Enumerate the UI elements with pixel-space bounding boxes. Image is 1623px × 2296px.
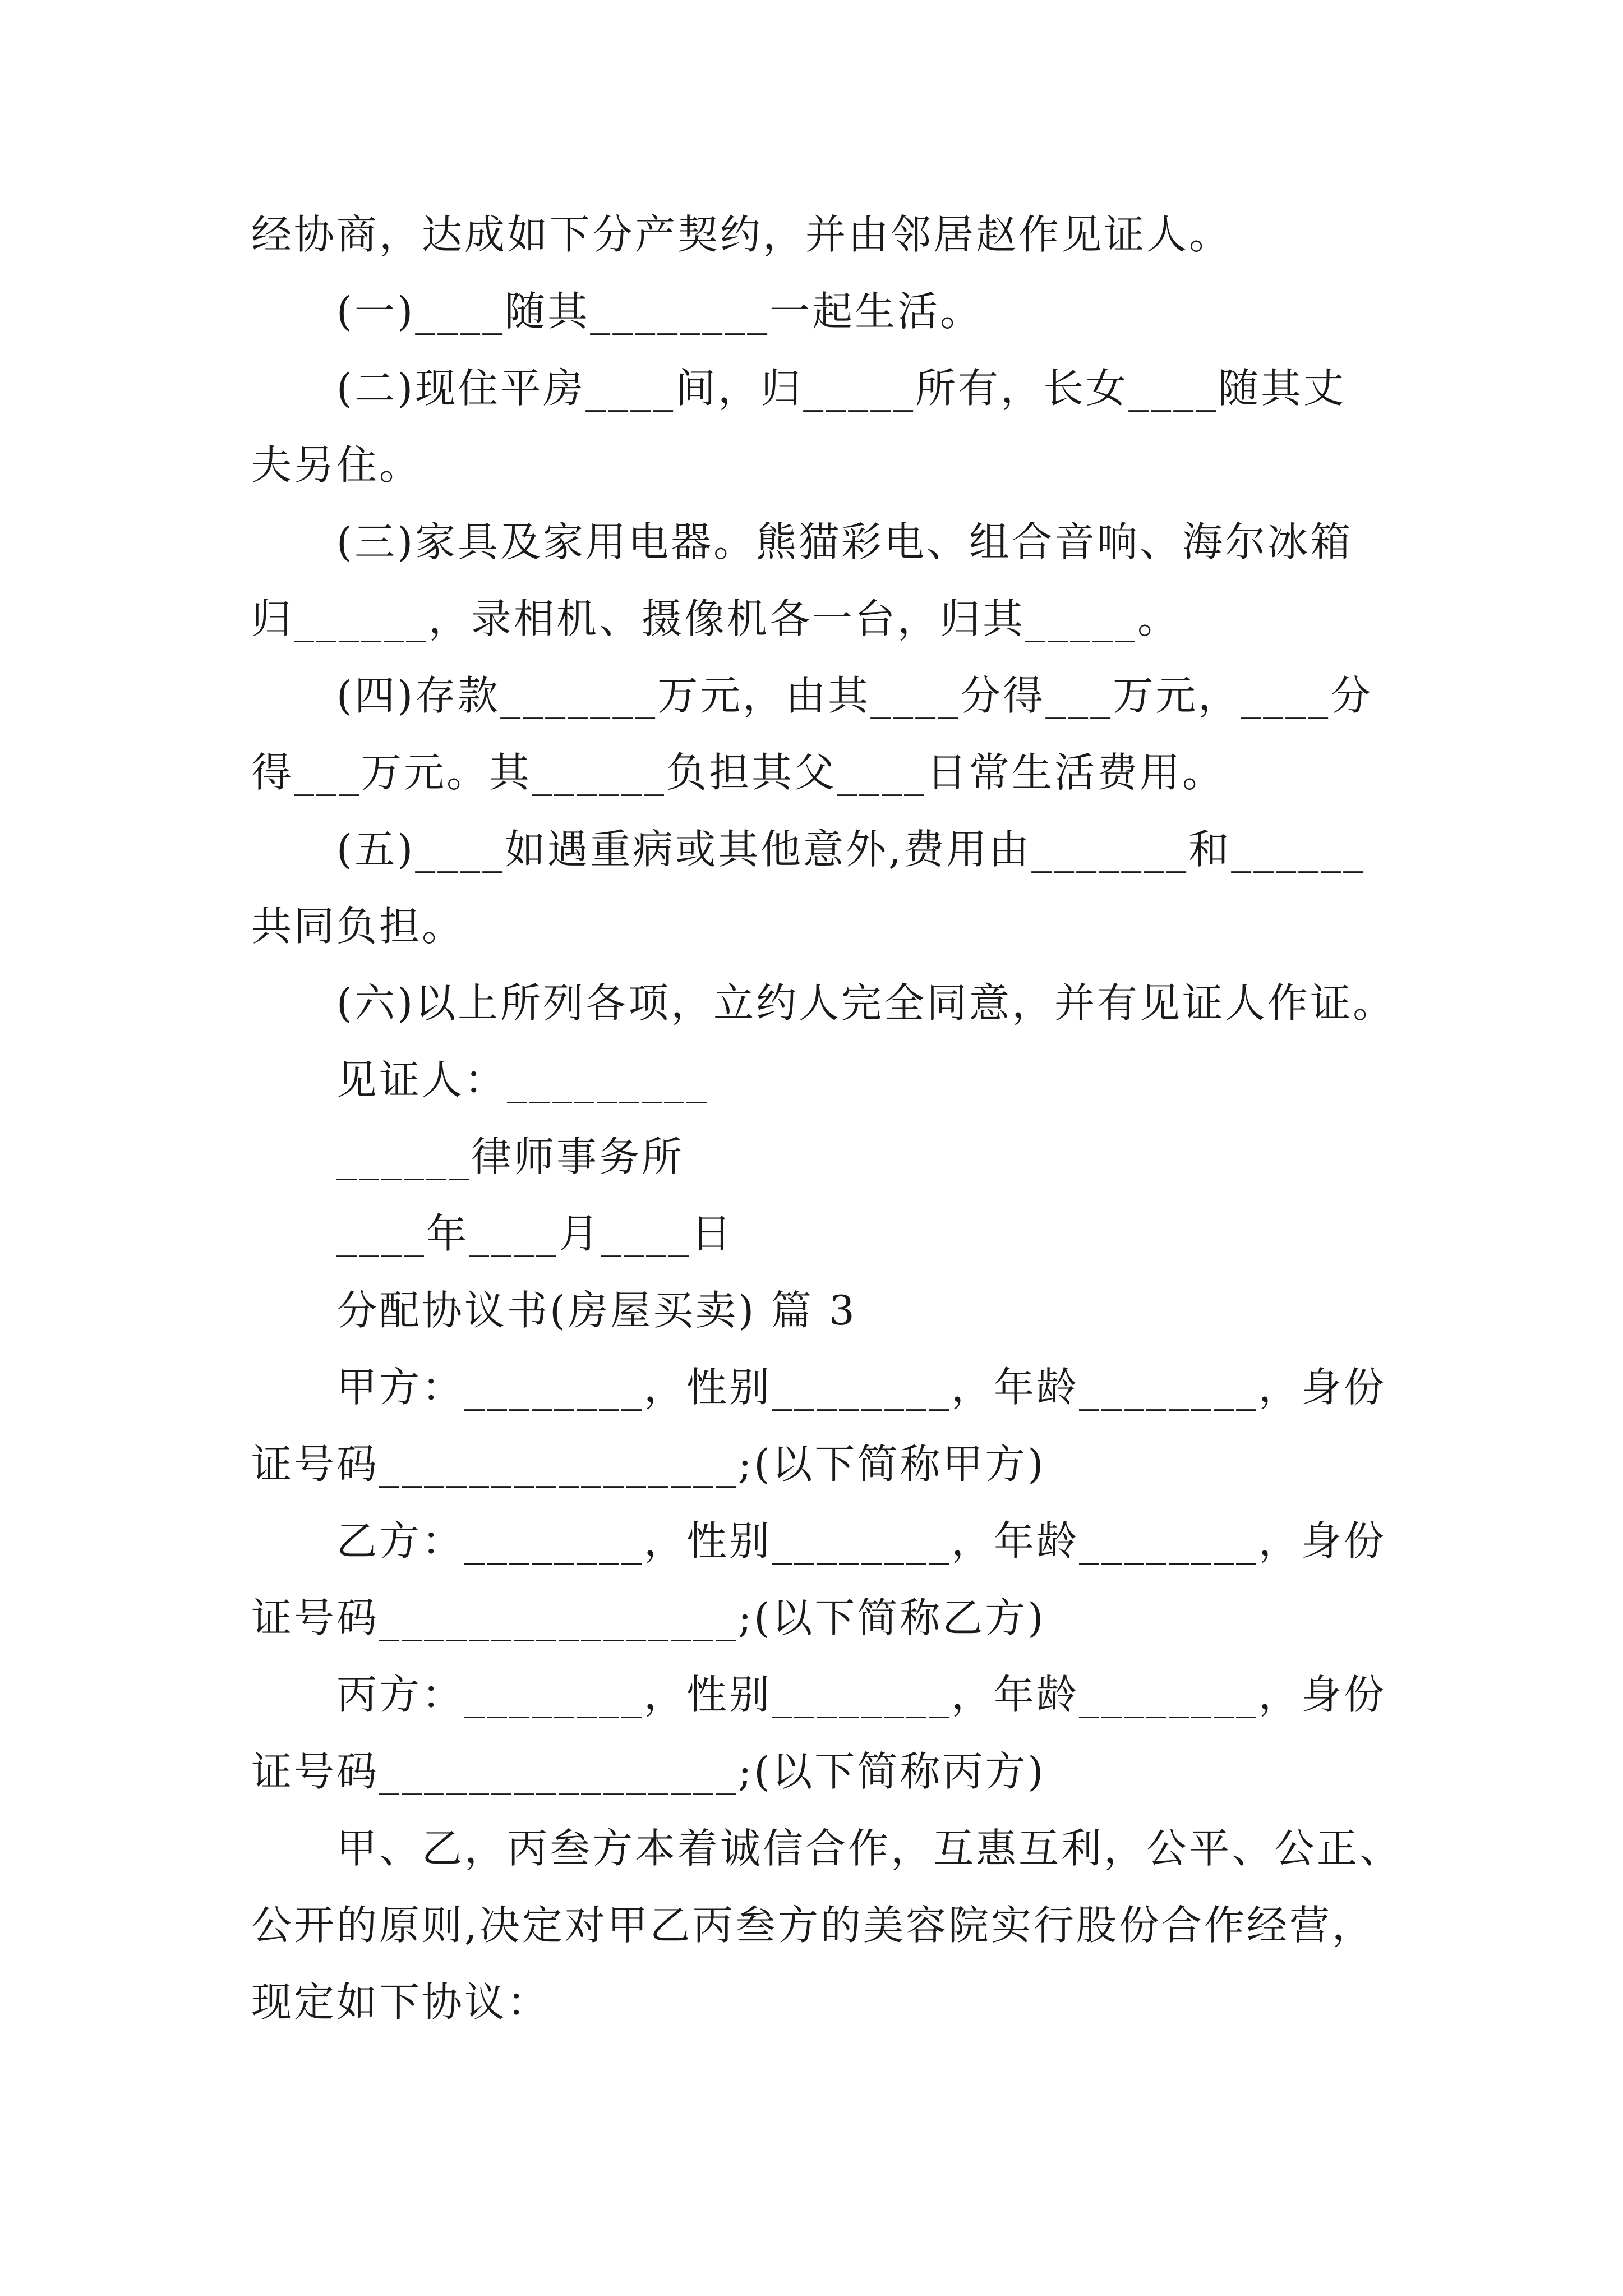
party-a-id-line: 证号码________________;(以下简称甲方) [251, 1441, 1046, 1488]
text-line: 归______，录相机、摄像机各一台，归其_____。 [251, 595, 1181, 642]
text-line: 甲、乙，丙叁方本着诚信合作，互惠互利，公平、公正、 [336, 1825, 1403, 1872]
date-line: ____年____月____日 [336, 1210, 734, 1257]
witness-line: 见证人：_________ [336, 1056, 709, 1103]
text-line: (五)____如遇重病或其他意外,费用由_______和______ [336, 826, 1366, 873]
party-c-id-line: 证号码________________;(以下简称丙方) [251, 1748, 1046, 1795]
party-c-line: 丙方：________，性别________，年龄________，身份 [336, 1671, 1387, 1718]
law-firm-line: ______律师事务所 [336, 1133, 685, 1180]
text-line: (一)____随其________一起生活。 [336, 288, 983, 335]
party-b-line: 乙方：________，性别________，年龄________，身份 [336, 1517, 1387, 1565]
party-b-id-line: 证号码________________;(以下简称乙方) [251, 1594, 1046, 1641]
section-heading: 分配协议书(房屋买卖) 篇 3 [336, 1287, 857, 1334]
document-page [251, 196, 1403, 2041]
text-line: (二)现住平房____间，归_____所有，长女____随其丈 [336, 365, 1347, 412]
text-line: 共同负担。 [251, 903, 465, 950]
text-line: (六)以上所列各项，立约人完全同意，并有见证人作证。 [336, 979, 1396, 1027]
text-line: 经协商，达成如下分产契约，并由邻居赵作见证人。 [251, 211, 1232, 258]
text-line: 公开的原则,决定对甲乙丙叁方的美容院实行股份合作经营， [251, 1902, 1375, 1949]
text-line: (四)存款_______万元，由其____分得___万元，____分 [336, 672, 1373, 719]
text-line: 得___万元。其______负担其父____日常生活费用。 [251, 749, 1225, 796]
text-line: 夫另住。 [251, 441, 422, 489]
text-line: 现定如下协议： [251, 1978, 550, 2026]
party-a-line: 甲方：________，性别________，年龄________，身份 [336, 1364, 1387, 1411]
text-line: (三)家具及家用电器。熊猫彩电、组合音响、海尔冰箱 [336, 518, 1353, 565]
